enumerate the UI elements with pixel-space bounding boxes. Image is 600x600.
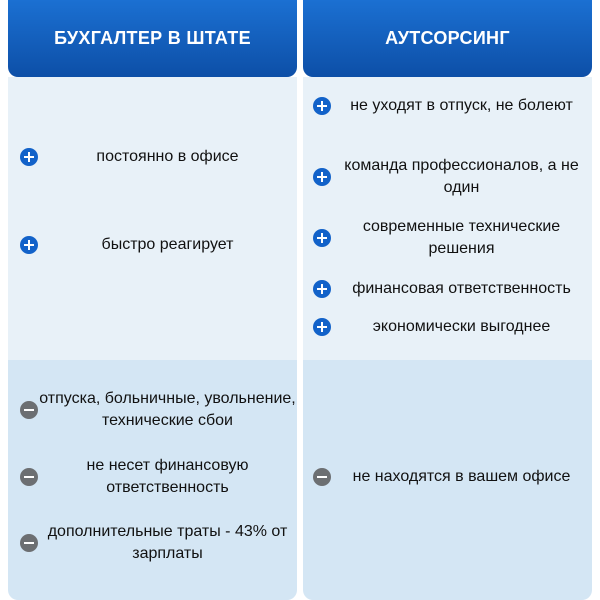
con-item — [8, 388, 297, 432]
con-item — [8, 455, 297, 499]
in-house-cons-section — [8, 360, 297, 600]
pro-item — [303, 95, 592, 117]
outsourcing-title: АУТСОРСИНГ — [385, 28, 510, 48]
minus-icon — [313, 468, 331, 486]
outsourcing-column — [303, 0, 600, 600]
in-house-header — [8, 0, 297, 77]
plus-icon — [20, 148, 38, 166]
plus-icon — [313, 229, 331, 247]
con-text: отпуска, больничные, увольнение, технические сбои — [39, 390, 296, 429]
pro-text: финансовая ответственность — [352, 280, 571, 297]
pro-text: экономически выгоднее — [372, 318, 551, 335]
pro-item — [8, 234, 297, 256]
pro-text: постоянно в офисе — [96, 148, 239, 165]
con-text: дополнительные траты - 43% от зарплаты — [47, 523, 288, 562]
in-house-column — [0, 0, 297, 600]
plus-icon — [313, 280, 331, 298]
con-item — [8, 521, 297, 565]
pro-text: команда профессионалов, а не один — [344, 157, 579, 196]
outsourcing-cons-section — [303, 360, 592, 600]
con-text: не находятся в вашем офисе — [352, 468, 571, 485]
minus-icon — [20, 534, 38, 552]
pro-item — [303, 216, 592, 260]
outsourcing-pros-section — [303, 77, 592, 360]
pro-item — [303, 316, 592, 338]
plus-icon — [313, 168, 331, 186]
plus-icon — [313, 97, 331, 115]
minus-icon — [20, 468, 38, 486]
pro-item — [303, 155, 592, 199]
pro-text: современные технические решения — [362, 218, 561, 257]
plus-icon — [313, 318, 331, 336]
minus-icon — [20, 401, 38, 419]
pro-item — [303, 278, 592, 300]
outsourcing-header — [303, 0, 592, 77]
con-item — [303, 466, 592, 488]
con-text: не несет финансовую ответственность — [86, 457, 249, 496]
plus-icon — [20, 236, 38, 254]
in-house-pros-section — [8, 77, 297, 360]
pro-text: быстро реагирует — [101, 236, 234, 253]
pro-item — [8, 146, 297, 168]
in-house-title: БУХГАЛТЕР В ШТАТЕ — [54, 28, 251, 48]
pro-text: не уходят в отпуск, не болеют — [350, 97, 573, 114]
